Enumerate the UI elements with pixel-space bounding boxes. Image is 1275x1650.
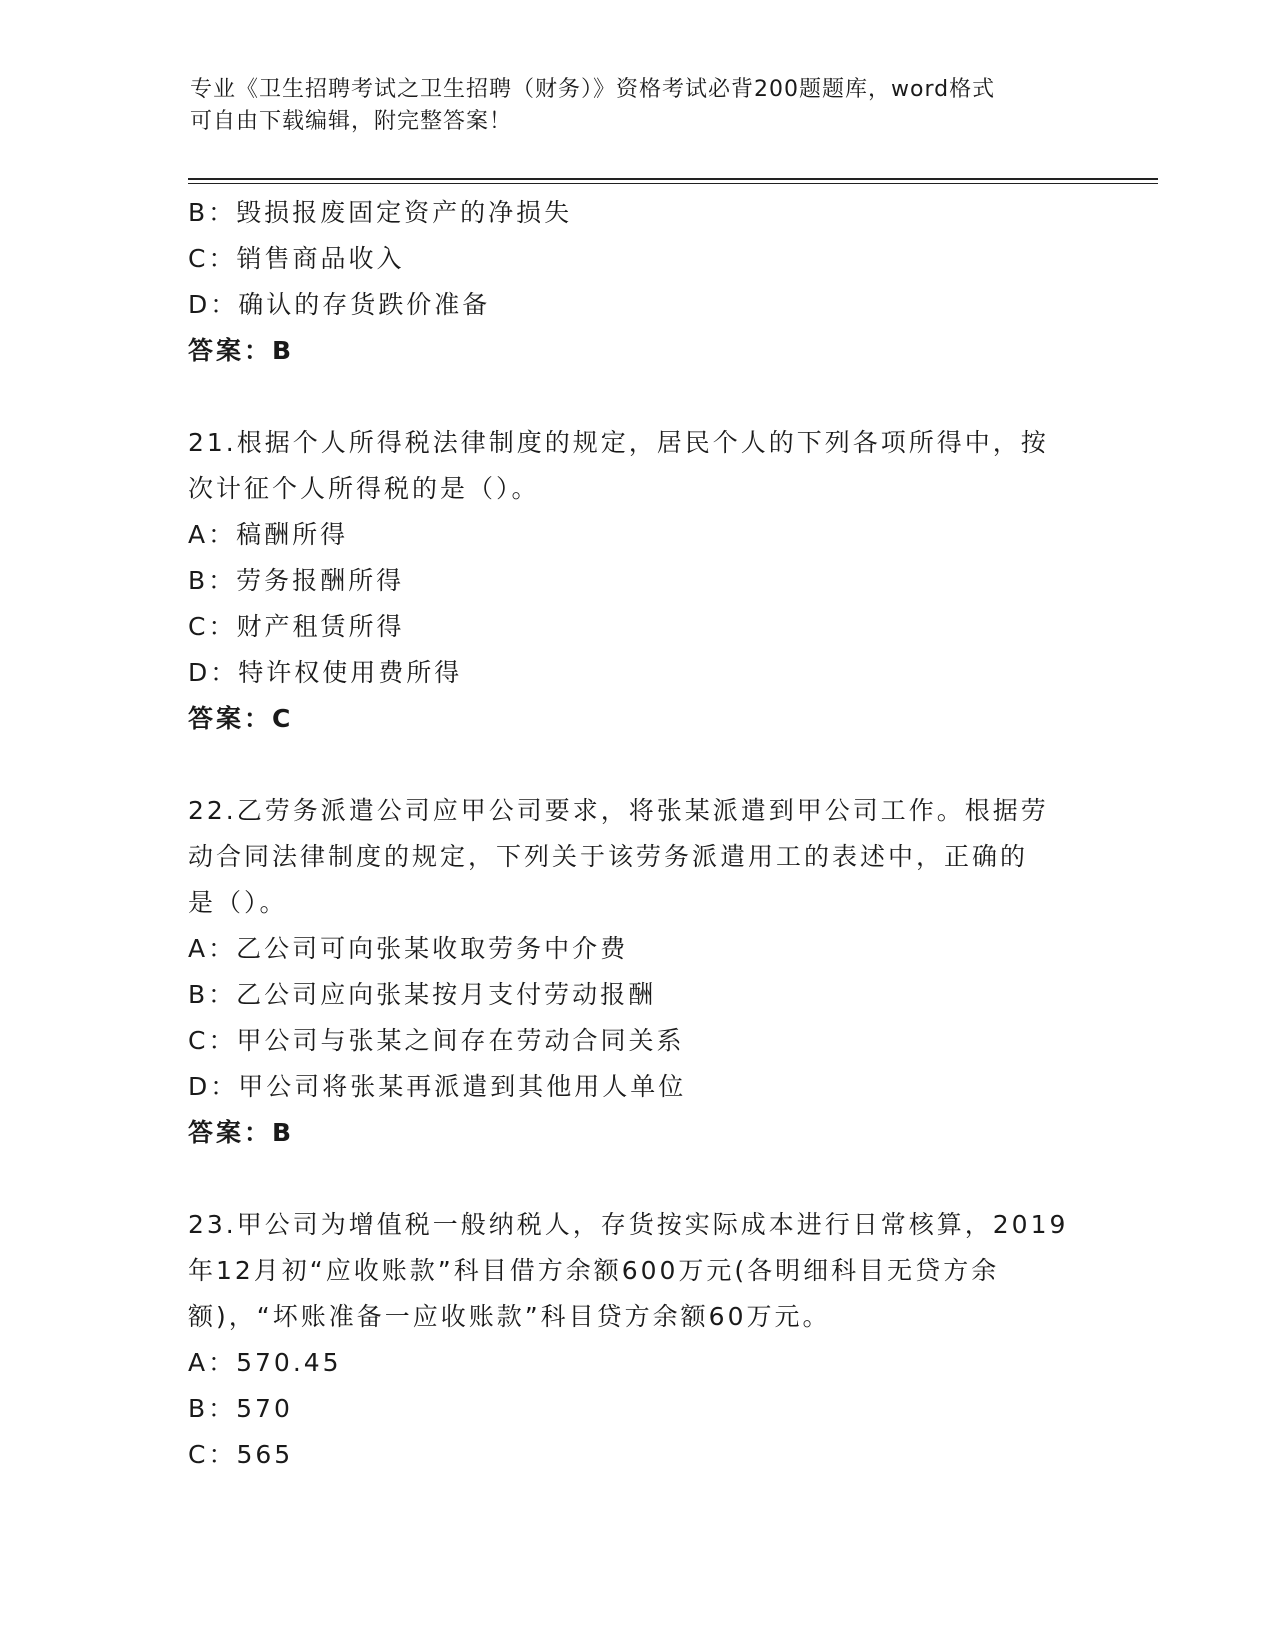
answer: 答案：B [188, 1118, 295, 1147]
question-stem-line: 次计征个人所得税的是（）。 [188, 474, 540, 503]
question-21 [188, 420, 1088, 742]
question-23 [188, 1202, 1088, 1478]
option-b: B：毁损报废固定资产的净损失 [188, 198, 573, 227]
header-divider-thick [188, 178, 1158, 180]
document-header [190, 74, 1090, 138]
option-d: D：甲公司将张某再派遣到其他用人单位 [188, 1072, 687, 1101]
option-c: C：甲公司与张某之间存在劳动合同关系 [188, 1026, 685, 1055]
spacer [188, 374, 1088, 420]
option-a: A：570.45 [188, 1348, 342, 1377]
option-c: C：565 [188, 1440, 294, 1469]
option-b: B：劳务报酬所得 [188, 566, 405, 595]
question-stem-line: 额)，“坏账准备一应收账款”科目贷方余额60万元。 [188, 1302, 831, 1331]
question-stem-line: 22.乙劳务派遣公司应甲公司要求，将张某派遣到甲公司工作。根据劳 [188, 796, 1049, 825]
option-a: A：稿酬所得 [188, 520, 349, 549]
question-stem-line: 21.根据个人所得税法律制度的规定，居民个人的下列各项所得中，按 [188, 428, 1049, 457]
option-a: A：乙公司可向张某收取劳务中介费 [188, 934, 629, 963]
option-b: B：乙公司应向张某按月支付劳动报酬 [188, 980, 657, 1009]
option-d: D：确认的存货跌价准备 [188, 290, 491, 319]
question-stem-line: 年12月初“应收账款”科目借方余额600万元(各明细科目无贷方余 [188, 1256, 1000, 1285]
spacer [188, 742, 1088, 788]
header-title-line-2: 可自由下载编辑，附完整答案！ [190, 109, 513, 134]
question-stem-line: 是（）。 [188, 888, 288, 917]
question-20-tail [188, 190, 1088, 374]
header-title-line-1: 专业《卫生招聘考试之卫生招聘（财务）》资格考试必背200题题库，word格式 [190, 77, 996, 102]
answer: 答案：B [188, 336, 295, 365]
question-stem-line: 动合同法律制度的规定，下列关于该劳务派遣用工的表述中，正确的 [188, 842, 1029, 871]
option-b: B：570 [188, 1394, 293, 1423]
question-stem-line: 23.甲公司为增值税一般纳税人，存货按实际成本进行日常核算，2019 [188, 1210, 1069, 1239]
header-divider-thin [188, 183, 1158, 184]
option-d: D：特许权使用费所得 [188, 658, 463, 687]
option-c: C：财产租赁所得 [188, 612, 405, 641]
spacer [188, 1156, 1088, 1202]
answer: 答案：C [188, 704, 294, 733]
document-body [188, 190, 1088, 1478]
option-c: C：销售商品收入 [188, 244, 405, 273]
question-22 [188, 788, 1088, 1156]
